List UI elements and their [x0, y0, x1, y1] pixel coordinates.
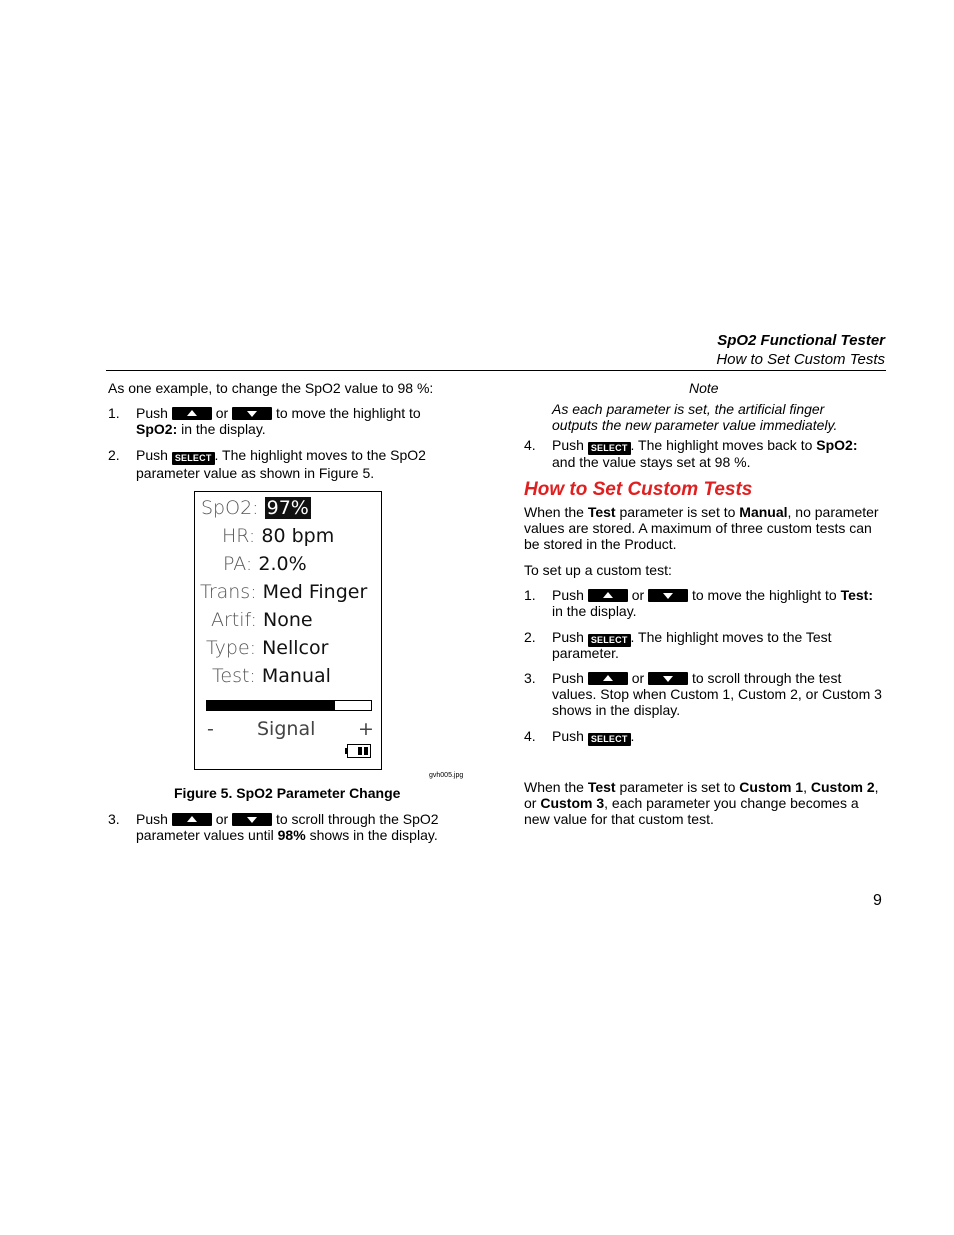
left-step-1: Push or to move the highlight to [136, 405, 421, 421]
display-row-trans: Trans: Med Finger [200, 581, 368, 603]
page-number: 9 [873, 892, 882, 909]
note-label: Note [689, 380, 719, 396]
para2-line3: new value for that custom test. [524, 811, 714, 827]
left-step-2-number: 2. [108, 447, 120, 463]
right-step-2-number: 2. [524, 629, 536, 645]
select-key-icon: SELECT [172, 452, 215, 465]
section-heading: How to Set Custom Tests [524, 479, 753, 500]
para1-line1: When the Test parameter is set to Manual, no parameter [524, 504, 879, 520]
right-step-4a-number: 4. [524, 437, 536, 453]
select-key-icon: SELECT [588, 634, 631, 647]
display-row-type: Type: Nellcor [206, 637, 329, 659]
display-row-pa: PA: 2.0% [223, 553, 307, 575]
down-arrow-key-icon [232, 407, 272, 420]
right-step-1-line2: in the display. [552, 603, 637, 619]
running-header-title: SpO2 Functional Tester [717, 332, 885, 349]
para1-line2: values are stored. A maximum of three custom tests can [524, 520, 872, 536]
right-step-4a: Push SELECT . The highlight moves back to SpO2: [552, 437, 858, 453]
select-key-icon: SELECT [588, 733, 631, 746]
signal-label: Signal [257, 718, 316, 740]
up-arrow-key-icon [588, 672, 628, 685]
running-header-subtitle: How to Set Custom Tests [716, 351, 885, 368]
left-step-1-line2: SpO2: in the display. [136, 421, 266, 437]
note-line-1: As each parameter is set, the artificial finger [552, 401, 825, 417]
right-step-3-number: 3. [524, 670, 536, 686]
para2-line1: When the Test parameter is set to Custom 1, Custom 2, [524, 779, 879, 795]
signal-bar-fill [207, 701, 335, 710]
right-step-3-line2: values. Stop when Custom 1, Custom 2, or Custom 3 [552, 686, 882, 702]
left-step-1-number: 1. [108, 405, 120, 421]
para2-line2: or Custom 3, each parameter you change becomes a [524, 795, 859, 811]
para1-line3: be stored in the Product. [524, 536, 677, 552]
right-step-1: Push or to move the highlight to Test: [552, 587, 874, 603]
right-step-2-line2: parameter. [552, 645, 619, 661]
right-step-3: Push or to scroll through the test [552, 670, 842, 686]
up-arrow-key-icon [172, 407, 212, 420]
display-row-artif: Artif: None [211, 609, 313, 631]
header-rule [106, 370, 886, 371]
up-arrow-key-icon [172, 813, 212, 826]
left-step-3-number: 3. [108, 811, 120, 827]
signal-minus: - [207, 718, 214, 740]
right-step-1-number: 1. [524, 587, 536, 603]
figure-caption: Figure 5. SpO2 Parameter Change [174, 785, 401, 801]
display-row-spo2: SpO2: 97% [201, 497, 309, 519]
display-row-test: Test: Manual [212, 665, 331, 687]
signal-bar [206, 700, 372, 711]
select-key-icon: SELECT [588, 442, 631, 455]
left-step-2: Push SELECT . The highlight moves to the SpO2 parameter value as shown in Figure 5. [136, 447, 426, 481]
right-step-4: Push SELECT . [552, 728, 635, 744]
right-step-4-number: 4. [524, 728, 536, 744]
device-display-figure [194, 491, 382, 770]
down-arrow-key-icon [232, 813, 272, 826]
note-line-2: outputs the new parameter value immediately. [552, 417, 838, 433]
left-step-3-line2: parameter values until 98% shows in the display. [136, 827, 438, 843]
intro-text: As one example, to change the SpO2 value to 98 %: [108, 380, 434, 396]
up-arrow-key-icon [588, 589, 628, 602]
left-step-3: Push or to scroll through the SpO2 [136, 811, 439, 827]
down-arrow-key-icon [648, 672, 688, 685]
display-row-hr: HR: 80 bpm [222, 525, 335, 547]
battery-icon [347, 744, 371, 758]
down-arrow-key-icon [648, 589, 688, 602]
right-step-2: Push SELECT . The highlight moves to the Test [552, 629, 832, 645]
figure-filename: gvh005.jpg [429, 772, 464, 779]
right-step-4a-line2: and the value stays set at 98 %. [552, 454, 751, 470]
right-step-3-line3: shows in the display. [552, 702, 681, 718]
signal-plus: + [358, 718, 374, 740]
setup-text: To set up a custom test: [524, 562, 672, 578]
